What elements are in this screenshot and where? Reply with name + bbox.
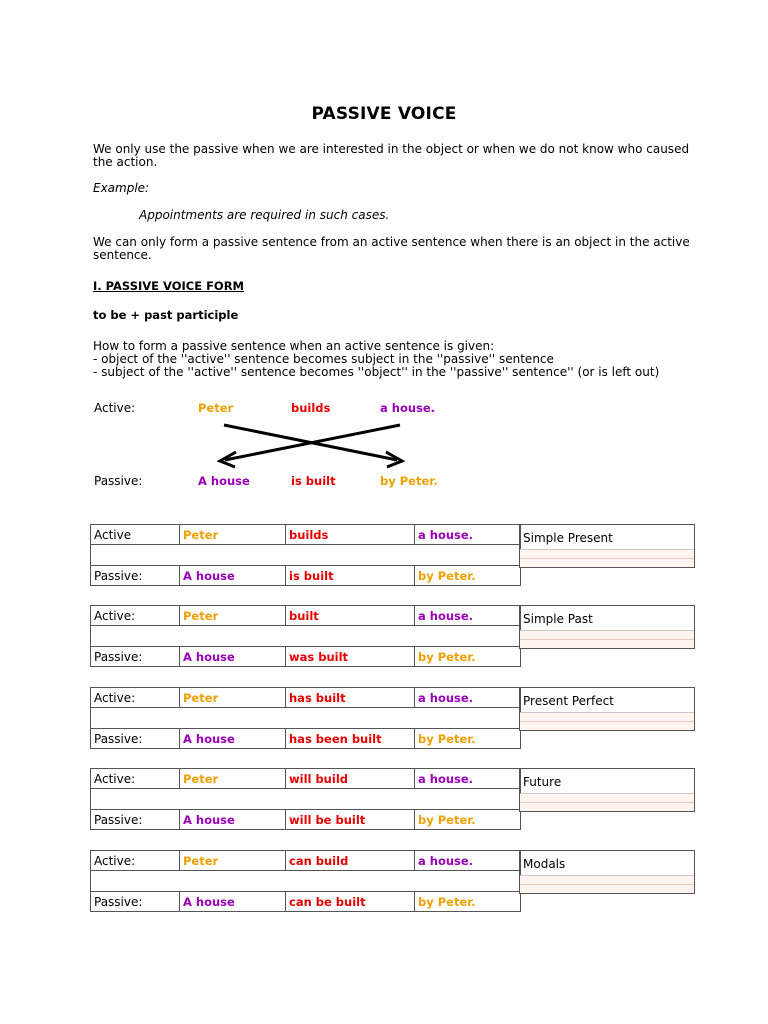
tense-name-box — [519, 850, 695, 894]
passive-agent: by Peter. — [415, 892, 521, 912]
passive-subject: A house — [180, 566, 286, 586]
active-label: Active: — [91, 769, 180, 789]
diagram-active-subject: Peter — [198, 401, 234, 415]
tense-table — [90, 687, 521, 749]
passive-subject: A house — [180, 892, 286, 912]
active-subject: Peter — [180, 606, 286, 626]
passive-row — [91, 647, 521, 667]
tense-box-line — [520, 559, 694, 567]
diagram-passive-label: Passive: — [94, 474, 143, 488]
tense-box-line — [520, 722, 694, 730]
diagram-active-verb: builds — [291, 401, 331, 415]
how-to-line-1: How to form a passive sentence when an active sentence is given: — [93, 339, 495, 353]
active-label: Active: — [91, 606, 180, 626]
tense-table — [90, 605, 521, 667]
tense-box-line — [520, 713, 694, 722]
diagram-active-label: Active: — [94, 401, 136, 415]
passive-label: Passive: — [91, 566, 180, 586]
active-label: Active: — [91, 851, 180, 871]
blank-cell — [91, 626, 521, 647]
tense-box-line — [520, 640, 694, 648]
how-to-line-2: - object of the ''active'' sentence becomes subject in the ''passive'' sentence — [93, 352, 554, 366]
active-object: a house. — [415, 769, 521, 789]
section-heading: I. PASSIVE VOICE FORM — [93, 279, 244, 293]
tense-box-line — [520, 550, 694, 559]
passive-subject: A house — [180, 729, 286, 749]
passive-label: Passive: — [91, 647, 180, 667]
active-subject: Peter — [180, 525, 286, 545]
active-object: a house. — [415, 606, 521, 626]
object-note-paragraph: We can only form a passive sentence from an active sentence when there is an object in the active sentence. — [93, 235, 690, 262]
tense-box-line — [520, 885, 694, 893]
blank-cell — [91, 871, 521, 892]
active-object: a house. — [415, 851, 521, 871]
active-verb: will build — [286, 769, 415, 789]
passive-row — [91, 810, 521, 830]
active-label: Active — [91, 525, 180, 545]
passive-row — [91, 892, 521, 912]
active-subject: Peter — [180, 851, 286, 871]
tense-name: Present Perfect — [520, 688, 694, 713]
page-title: PASSIVE VOICE — [311, 104, 457, 124]
tense-table — [90, 768, 521, 830]
intro-paragraph: We only use the passive when we are interested in the object or when we do not know who caused the action. — [93, 142, 690, 169]
tense-name-box — [519, 687, 695, 731]
tense-name-box — [519, 768, 695, 812]
diagram-passive-agent: by Peter. — [380, 474, 438, 488]
passive-verb: is built — [286, 566, 415, 586]
active-row — [91, 851, 521, 871]
blank-cell — [91, 545, 521, 566]
tense-box-line — [520, 803, 694, 811]
passive-agent: by Peter. — [415, 566, 521, 586]
blank-row — [91, 871, 521, 892]
tense-name: Simple Present — [520, 525, 694, 550]
active-subject: Peter — [180, 688, 286, 708]
tense-box-line — [520, 631, 694, 640]
active-object: a house. — [415, 688, 521, 708]
tense-table — [90, 850, 521, 912]
passive-label: Passive: — [91, 729, 180, 749]
tense-name: Future — [520, 769, 694, 794]
tense-name-box — [519, 524, 695, 568]
passive-agent: by Peter. — [415, 810, 521, 830]
active-row — [91, 606, 521, 626]
passive-verb: was built — [286, 647, 415, 667]
passive-verb: can be built — [286, 892, 415, 912]
diagram-passive-verb: is built — [291, 474, 336, 488]
passive-agent: by Peter. — [415, 647, 521, 667]
passive-subject: A house — [180, 810, 286, 830]
blank-row — [91, 545, 521, 566]
passive-row — [91, 566, 521, 586]
blank-row — [91, 626, 521, 647]
active-label: Active: — [91, 688, 180, 708]
blank-cell — [91, 789, 521, 810]
active-verb: built — [286, 606, 415, 626]
blank-row — [91, 789, 521, 810]
passive-verb: has been built — [286, 729, 415, 749]
passive-row — [91, 729, 521, 749]
tense-name: Simple Past — [520, 606, 694, 631]
tense-box-line — [520, 876, 694, 885]
formula: to be + past participle — [93, 308, 239, 322]
passive-subject: A house — [180, 647, 286, 667]
active-verb: has built — [286, 688, 415, 708]
active-row — [91, 769, 521, 789]
passive-label: Passive: — [91, 810, 180, 830]
diagram-active-object: a house. — [380, 401, 436, 415]
tense-name-box — [519, 605, 695, 649]
example-label: Example: — [93, 181, 150, 195]
active-row — [91, 525, 521, 545]
active-object: a house. — [415, 525, 521, 545]
blank-cell — [91, 708, 521, 729]
tense-name: Modals — [520, 851, 694, 876]
passive-verb: will be built — [286, 810, 415, 830]
how-to-line-3: - subject of the ''active'' sentence becomes ''object'' in the ''passive'' sentence'' (or is left out) — [93, 365, 660, 379]
diagram-passive-subject: A house — [198, 474, 250, 488]
active-row — [91, 688, 521, 708]
passive-label: Passive: — [91, 892, 180, 912]
blank-row — [91, 708, 521, 729]
active-verb: builds — [286, 525, 415, 545]
passive-agent: by Peter. — [415, 729, 521, 749]
tense-box-line — [520, 794, 694, 803]
tense-table — [90, 524, 521, 586]
example-sentence: Appointments are required in such cases. — [139, 208, 390, 222]
active-subject: Peter — [180, 769, 286, 789]
active-verb: can build — [286, 851, 415, 871]
